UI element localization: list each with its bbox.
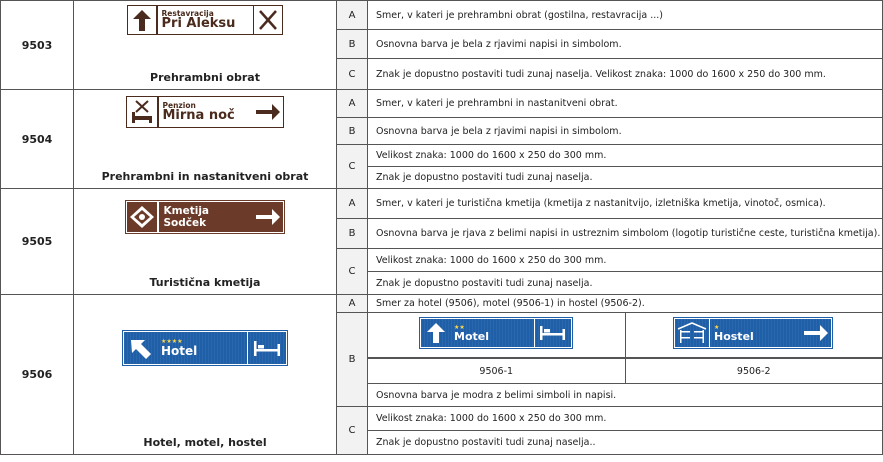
- item-letter: C: [337, 59, 368, 90]
- item-text: Velikost znaka: 1000 do 1600 x 250 do 300 mm.: [368, 249, 883, 272]
- bed-icon: [248, 335, 286, 361]
- sign-name: Prehrambni in nastanitveni obrat: [101, 170, 309, 183]
- item-letter: B: [337, 219, 368, 249]
- item-text: Znak je dopustno postaviti tudi zunaj naselja. Velikost znaka: 1000 do 1600 x 250 do 300 mm.: [368, 59, 883, 90]
- sign-code: 9506: [1, 295, 74, 455]
- subsign-cell: [368, 313, 883, 358]
- sign-big-text: Kmetija Sodček: [163, 205, 210, 229]
- arrow-up-icon: [421, 320, 451, 346]
- farm-sign: [126, 201, 284, 233]
- tourist-farm-logo-icon: [127, 203, 157, 231]
- item-letter: B: [337, 118, 368, 145]
- sign-small-text: Penzion: [162, 100, 196, 110]
- motel-sign: [420, 318, 572, 348]
- item-text: Smer, v kateri je turistična kmetija (kmetija z nastanitvijo, izletniška kmetija, vinotoč, osmica).: [368, 189, 883, 219]
- item-letter: C: [337, 407, 368, 455]
- sign-name: Hotel, motel, hostel: [143, 436, 267, 449]
- sign-code: 9503: [1, 1, 74, 90]
- item-letter: C: [337, 249, 368, 295]
- item-letter: A: [337, 90, 368, 118]
- sign-big-text: Hotel: [161, 344, 198, 358]
- item-text: Znak je dopustno postaviti tudi zunaj naselja.: [368, 167, 883, 189]
- item-text: Smer za hotel (9506), motel (9506-1) in hostel (9506-2).: [368, 295, 883, 313]
- motel-text: Motel: [454, 329, 489, 343]
- hostel-beds-icon: [675, 320, 709, 346]
- item-letter: B: [337, 313, 368, 407]
- sign-big-text: Pri Aleksu: [161, 16, 236, 32]
- fork-knife-icon: [254, 7, 282, 33]
- pension-sign: [126, 96, 284, 128]
- motel-stars: ★★: [454, 323, 465, 331]
- bed-icon: [535, 321, 571, 345]
- arrow-right-icon: [253, 205, 283, 229]
- hostel-sign: [674, 318, 832, 348]
- item-text: Znak je dopustno postaviti tudi zunaj naselja..: [368, 431, 883, 455]
- item-letter: A: [337, 295, 368, 313]
- item-letter: A: [337, 1, 368, 30]
- sign-name: Prehrambni obrat: [150, 71, 260, 84]
- item-letter: A: [337, 189, 368, 219]
- item-text: Osnovna barva je modra z belimi simboli in napisi.: [368, 384, 883, 407]
- hostel-caption: 9506-2: [625, 359, 882, 384]
- arrow-right-icon: [801, 322, 831, 344]
- arrow-up-icon: [128, 7, 156, 33]
- sign-big-text: Mirna noč: [162, 108, 235, 124]
- item-letter: B: [337, 30, 368, 59]
- hostel-text: Hostel: [714, 329, 754, 343]
- arrow-up-left-icon: [124, 333, 158, 363]
- motel-caption: 9506-1: [479, 365, 514, 377]
- item-letter: C: [337, 145, 368, 189]
- sign-cell: [74, 90, 337, 189]
- item-text: Smer, v kateri je prehrambni in nastanitveni obrat.: [368, 90, 883, 118]
- item-text: Osnovna barva je bela z rjavimi napisi in simbolom.: [368, 30, 883, 59]
- item-text: Znak je dopustno postaviti tudi zunaj naselja.: [368, 272, 883, 295]
- sign-cell: [74, 1, 337, 90]
- arrow-right-icon: [253, 100, 283, 124]
- hostel-stars: ★: [714, 323, 720, 331]
- item-text: Velikost znaka: 1000 do 1600 x 250 do 300 mm.: [368, 407, 883, 431]
- sign-small-text: Restavracija: [161, 8, 214, 18]
- sign-name: Turistična kmetija: [149, 276, 261, 289]
- subsign-caption-cell: [368, 358, 883, 384]
- fork-knife-bed-icon: [127, 98, 157, 126]
- motel-cell: [368, 313, 625, 357]
- restaurant-sign: [127, 5, 283, 35]
- item-text: Velikost znaka: 1000 do 1600 x 250 do 300 mm.: [368, 145, 883, 167]
- hostel-cell: [625, 313, 882, 357]
- hotel-stars: ★★★★: [161, 338, 183, 345]
- item-text: Osnovna barva je rjava z belimi napisi in ustreznim simbolom (logotip turistične ceste, turistična kmetija).: [368, 219, 883, 249]
- sign-code: 9505: [1, 189, 74, 295]
- item-text: Osnovna barva je bela z rjavimi napisi in simbolom.: [368, 118, 883, 145]
- hotel-sign: [123, 331, 287, 365]
- sign-cell: [74, 295, 337, 455]
- item-text: Smer, v kateri je prehrambni obrat (gostilna, restavracija ...): [368, 1, 883, 30]
- sign-code: 9504: [1, 90, 74, 189]
- sign-cell: [74, 189, 337, 295]
